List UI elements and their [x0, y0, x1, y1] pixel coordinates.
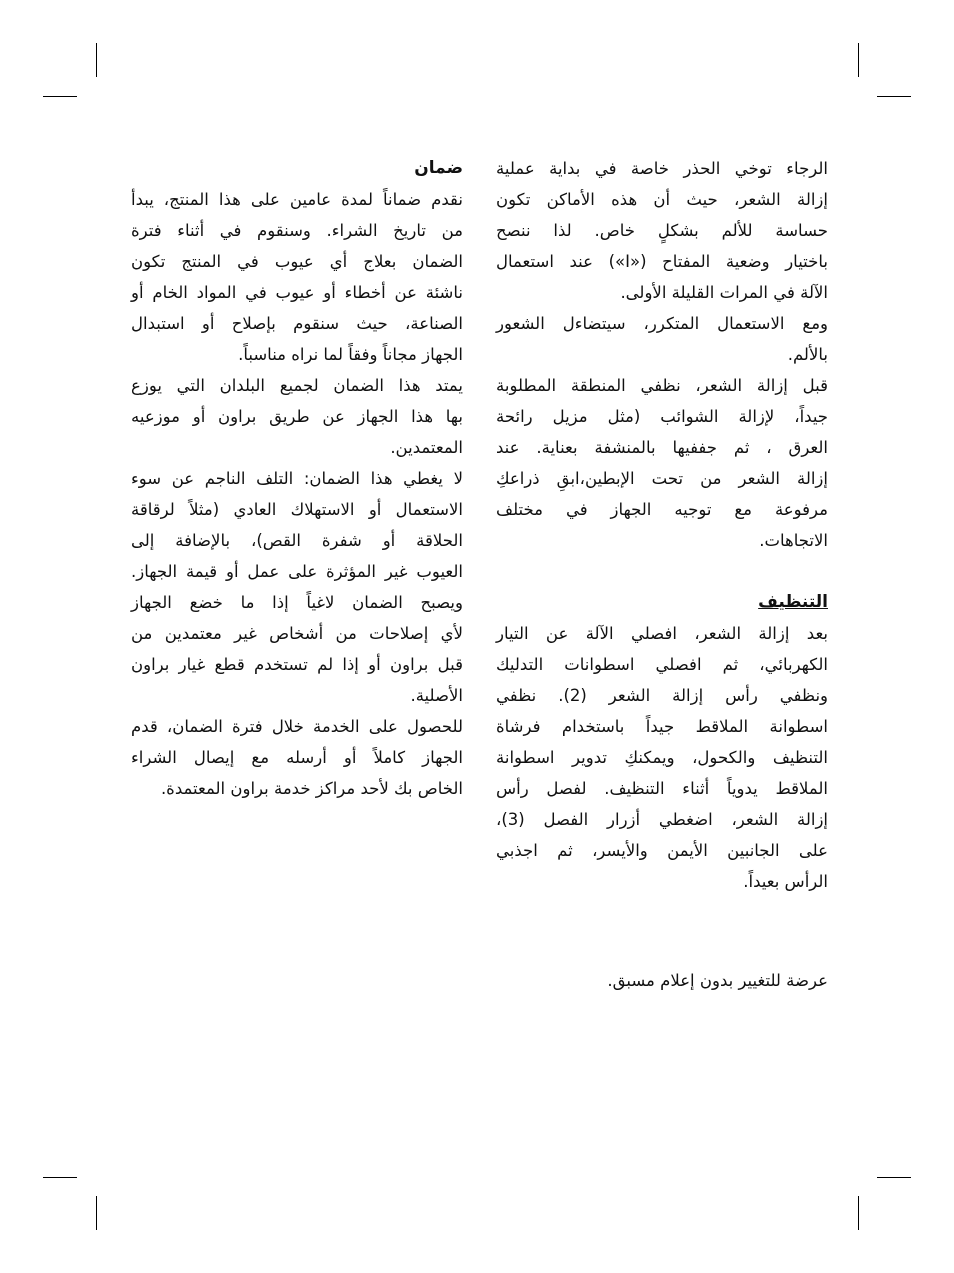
coverage-paragraph: [131, 370, 463, 463]
text-line: بعد إزالة الشعر، افصلي الآلة عن التيار: [496, 624, 828, 643]
text-line: الأصلية.: [410, 686, 463, 705]
text-line: باختيار وضعية المفتاح («I») عند استعمال: [496, 252, 828, 271]
crop-mark-bottom-left-horizontal: [43, 1177, 77, 1178]
text-line: بها هذا الجهاز عن طريق براون أو موزعيه: [131, 407, 463, 426]
right-text-column: [496, 153, 828, 897]
text-line: للحصول على الخدمة خلال فترة الضمان، قدم: [131, 717, 463, 736]
text-line: بالألم.: [787, 345, 828, 364]
text-line: يمتد هذا الضمان لجميع البلدان التي يوزع: [131, 376, 463, 395]
text-line: الاستعمال أو الاستهلاك العادي (مثلاً لرقاقة: [131, 500, 463, 519]
text-line: لأي إصلاحات من أشخاص غير معتمدين من: [131, 624, 463, 643]
text-line: الصناعة، حيث سنقوم بإصلاح أو استبدال: [131, 314, 463, 333]
text-line: قبل براون أو إذا لم تستخدم قطع غيار براون: [131, 655, 463, 674]
text-line: ناشئة عن أخطاء أو عيوب في المواد الخام أو: [131, 283, 463, 302]
text-line: المعتمدين.: [390, 438, 463, 457]
text-line: نقدم ضماناً لمدة عامين على هذا المنتج، يبدأ: [131, 190, 463, 209]
text-line: حساسة للألم بشكلٍ خاص. لذا ننصح: [496, 221, 828, 240]
crop-mark-bottom-right-horizontal: [877, 1177, 911, 1178]
text-line: الآلة في المرات القليلة الأولى.: [620, 283, 828, 302]
text-line: جيداً، لإزالة الشوائب (مثل مزيل رائحة: [496, 407, 828, 426]
warranty-heading: ضمان: [414, 158, 463, 178]
text-line: إزالة الشعر من تحت الإبطين،ابقِ ذراعكِ: [496, 469, 828, 488]
crop-mark-top-right-vertical: [858, 43, 859, 77]
text-line: ويصبح الضمان لاغياً إذا ما خضع الجهاز: [131, 593, 463, 612]
text-line: ومع الاستعمال المتكرر، سيتضاءل الشعور: [496, 314, 828, 333]
text-line: العرق ، ثم جففيها بالمنشفة بعناية. عند: [496, 438, 828, 457]
text-line: الرجاء توخي الحذر خاصة في بداية عملية: [496, 159, 828, 178]
service-paragraph: [131, 711, 463, 804]
repeated-use-paragraph: [496, 308, 828, 370]
text-line: إزالة الشعر، اضغطي أزرار الفصل (3)،: [496, 810, 828, 829]
text-line: على الجانبين الأيمن والأيسر، ثم اجذبي: [496, 841, 828, 860]
text-line: الجهاز مجاناً وفقاً لما نراه مناسباً.: [238, 345, 463, 364]
text-line: اسطوانة الملاقط جيداً باستخدام فرشاة: [496, 717, 828, 736]
text-line: لا يغطي هذا الضمان: التلف الناجم عن سوء: [131, 469, 463, 488]
left-text-column: [131, 153, 463, 804]
crop-mark-bottom-left-vertical: [96, 1196, 97, 1230]
crop-mark-top-right-horizontal: [877, 96, 911, 97]
text-line: مرفوعة مع توجيه الجهاز في مختلف: [496, 500, 828, 519]
text-line: ونظفي رأس إزالة الشعر (2). نظفي: [496, 686, 829, 705]
before-removal-paragraph: [496, 370, 828, 556]
warranty-paragraph: [131, 184, 463, 370]
text-line: الكهربائي، ثم افصلي اسطوانات التدليك: [496, 655, 828, 674]
text-line: إزالة الشعر، حيث أن هذه الأماكن تكون: [496, 190, 828, 209]
text-line: الجهاز كاملاً أو أرسله مع إيصال الشراء: [131, 748, 463, 767]
cleaning-paragraph: [496, 618, 828, 897]
text-line: الملاقط يدوياً أثناء التنظيف. لفصل رأس: [496, 779, 828, 798]
text-line: الرأس بعيداً.: [743, 872, 828, 891]
text-line: من تاريخ الشراء. وسنقوم في أثناء فترة: [131, 221, 463, 240]
intro-paragraph: [496, 153, 828, 308]
text-line: الضمان بعلاج أي عيوب في المنتج تكون: [131, 252, 463, 271]
text-line: الحلاقة أو شفرة القص)، بالإضافة إلى: [131, 531, 463, 550]
crop-mark-bottom-right-vertical: [858, 1196, 859, 1230]
text-line: التنظيف والكحول، ويمكنكِ تدوير اسطوانة: [496, 748, 828, 767]
spacer: [496, 556, 828, 587]
text-line: الخاص بك لأحد مراكز خدمة براون المعتمدة.: [160, 779, 463, 798]
text-line: الاتجاهات.: [759, 531, 828, 550]
text-line: العيوب غير المؤثرة على عمل أو قيمة الجهاز.: [131, 562, 463, 581]
exclusions-paragraph: [131, 463, 463, 711]
text-line: قبل إزالة الشعر، نظفي المنطقة المطلوبة: [496, 376, 828, 395]
crop-mark-top-left-vertical: [96, 43, 97, 77]
footer-note: عرضة للتغيير بدون إعلام مسبق.: [607, 971, 828, 990]
crop-mark-top-left-horizontal: [43, 96, 77, 97]
cleaning-heading: التنظيف: [758, 592, 828, 612]
